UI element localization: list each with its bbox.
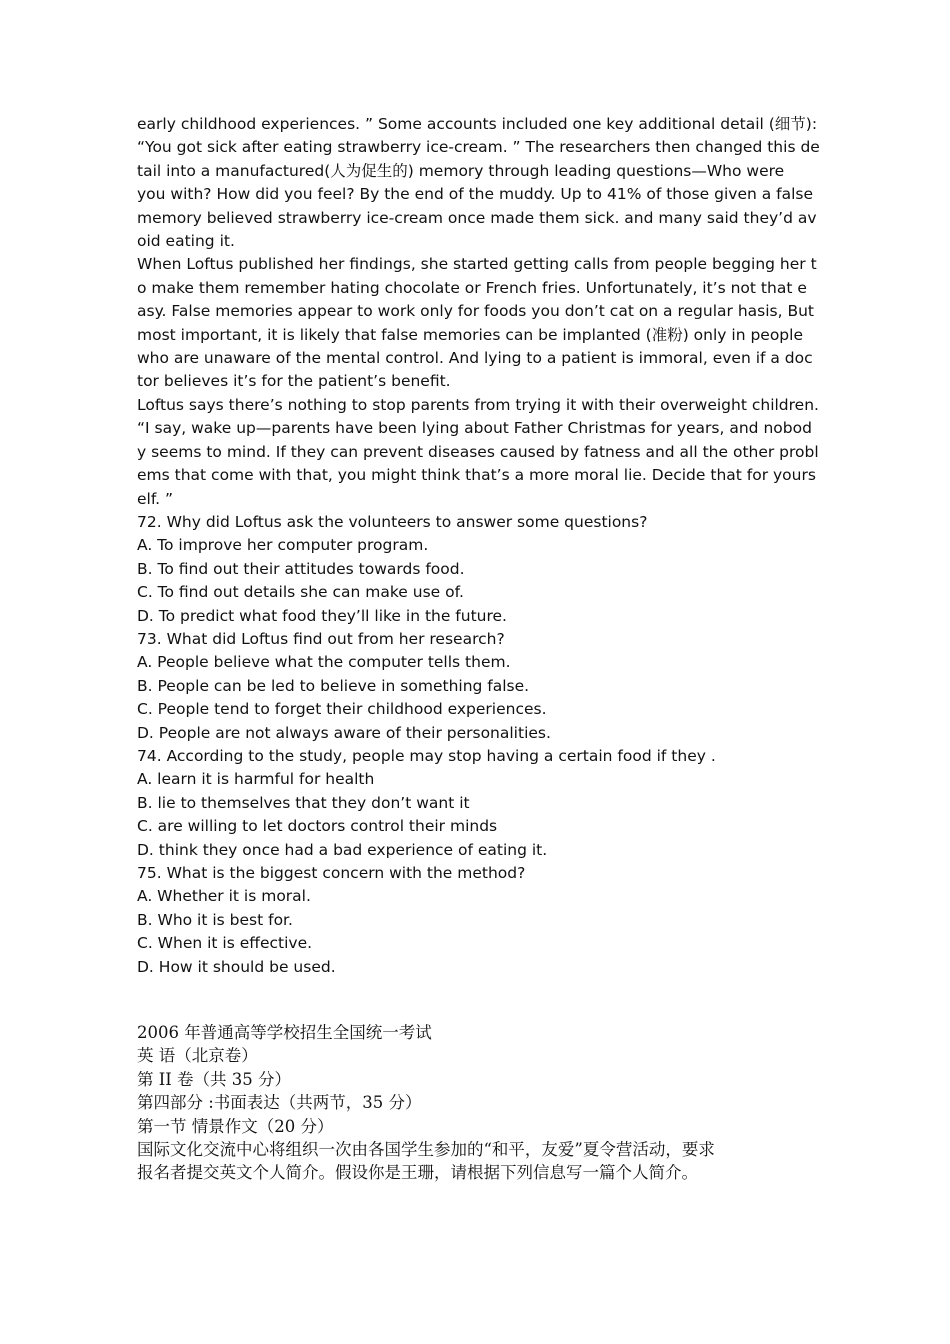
- passage-line: early childhood experiences. ” Some accounts included one key additional detail (细节):: [137, 115, 818, 133]
- option-74-d: D. think they once had a bad experience of eating it.: [137, 840, 548, 859]
- question-75: 75. What is the biggest concern with the method?: [137, 864, 526, 882]
- option-72-b: B. To find out their attitudes towards food.: [137, 559, 465, 578]
- option-74-a: A. learn it is harmful for health: [137, 770, 375, 789]
- option-75-d: D. How it should be used.: [137, 957, 336, 976]
- option-75-c: C. When it is effective.: [137, 934, 313, 953]
- passage-line: you with? How did you feel? By the end of the muddy. Up to 41% of those given a false: [137, 185, 814, 204]
- instruction-line: 国际文化交流中心将组织一次由各国学生参加的“和平，友爱”夏令营活动，要求: [137, 1140, 715, 1160]
- option-72-c: C. To find out details she can make use of.: [137, 583, 464, 602]
- paper-part: 第 II 卷（共 35 分）: [137, 1069, 292, 1089]
- passage-line: who are unaware of the mental control. And lying to a patient is immoral, even if a doc: [137, 349, 813, 368]
- exam-subject: 英 语（北京卷）: [137, 1046, 258, 1066]
- option-73-d: D. People are not always aware of their personalities.: [137, 723, 551, 742]
- option-74-c: C. are willing to let doctors control their minds: [137, 817, 498, 836]
- passage-line: elf. ”: [137, 489, 174, 508]
- passage-line: “I say, wake up—parents have been lying about Father Christmas for years, and nobod: [137, 419, 812, 438]
- instruction-line: 报名者提交英文个人简介。假设你是王珊，请根据下列信息写一篇个人简介。: [137, 1163, 698, 1183]
- passage-line: When Loftus published her findings, she started getting calls from people begging her t: [137, 255, 817, 274]
- option-72-d: D. To predict what food they’ll like in the future.: [137, 606, 507, 625]
- option-74-b: B. lie to themselves that they don’t want it: [137, 793, 470, 812]
- writing-section: [137, 1021, 837, 1185]
- question-72: 72. Why did Loftus ask the volunteers to answer some questions?: [137, 512, 648, 531]
- section-heading: 第一节 情景作文（20 分）: [137, 1116, 334, 1136]
- passage-line: ems that come with that, you might think that’s a more moral lie. Decide that for yours: [137, 466, 816, 485]
- option-72-a: A. To improve her computer program.: [137, 536, 429, 555]
- reading-passage: [137, 113, 820, 979]
- question-73: 73. What did Loftus find out from her research?: [137, 629, 505, 648]
- option-73-c: C. People tend to forget their childhood experiences.: [137, 700, 547, 719]
- passage-line: tor believes it’s for the patient’s benefit.: [137, 372, 451, 391]
- passage-line: y seems to mind. If they can prevent diseases caused by fatness and all the other probl: [137, 442, 819, 461]
- passage-line: asy. False memories appear to work only for foods you don’t cat on a regular hasis, But: [137, 302, 814, 321]
- exam-title: 2006 年普通高等学校招生全国统一考试: [137, 1023, 432, 1042]
- option-75-a: A. Whether it is moral.: [137, 887, 311, 906]
- passage-line: o make them remember hating chocolate or French fries. Unfortunately, it’s not that e: [137, 278, 807, 297]
- option-73-a: A. People believe what the computer tells them.: [137, 653, 511, 672]
- passage-line: tail into a manufactured(人为促生的) memory through leading questions—Who were: [137, 161, 785, 180]
- passage-line: most important, it is likely that false memories can be implanted (准粉) only in people: [137, 325, 803, 344]
- option-75-b: B. Who it is best for.: [137, 910, 293, 929]
- question-74: 74. According to the study, people may stop having a certain food if they .: [137, 746, 716, 765]
- part-heading: 第四部分 :书面表达（共两节，35 分）: [137, 1093, 422, 1113]
- option-73-b: B. People can be led to believe in something false.: [137, 676, 530, 695]
- passage-line: “You got sick after eating strawberry ice-cream. ” The researchers then changed this de: [137, 138, 820, 157]
- passage-line: Loftus says there’s nothing to stop parents from trying it with their overweight children.: [137, 395, 819, 414]
- passage-line: oid eating it.: [137, 232, 235, 251]
- passage-line: memory believed strawberry ice-cream once made them sick. and many said they’d av: [137, 208, 817, 227]
